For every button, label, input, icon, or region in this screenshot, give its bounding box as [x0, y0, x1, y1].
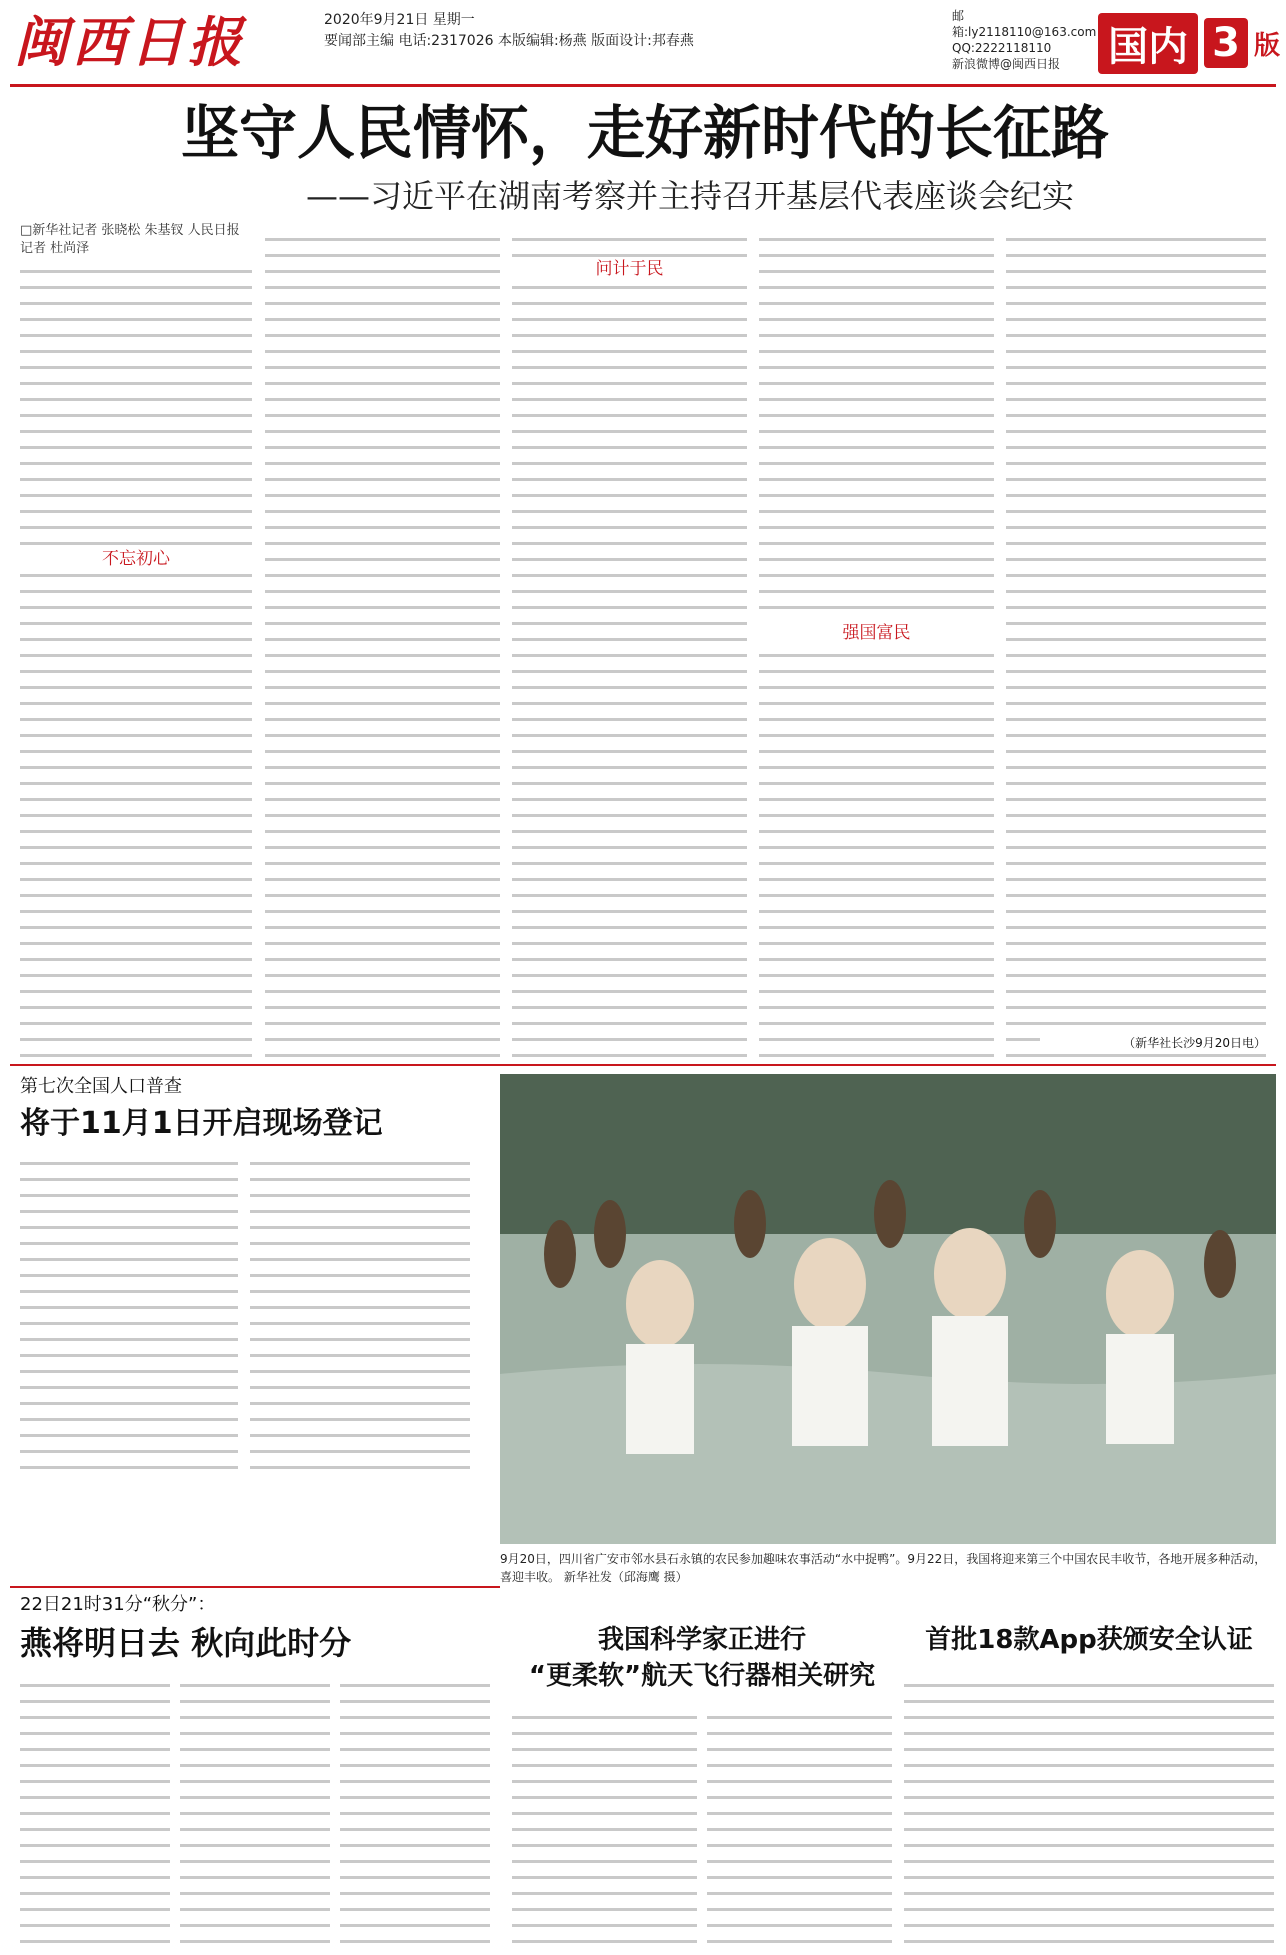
news-photo: [500, 1074, 1276, 1544]
lead-dateline: （新华社长沙9月20日电）: [1040, 1034, 1266, 1051]
editor-line: 要闻部主编 电话:2317026 本版编辑:杨燕 版面设计:邦春燕: [324, 33, 694, 49]
section-name: 国内: [1098, 13, 1198, 74]
newspaper-logo: 闽西日报: [14, 10, 246, 74]
census-column-2: [250, 1154, 470, 1480]
app-headline[interactable]: 首批18款App获颁安全认证: [925, 1625, 1253, 1655]
contact-info: [952, 8, 1097, 72]
masthead-rule: [10, 84, 1276, 87]
lead-headline[interactable]: 坚守人民情怀，走好新时代的长征路: [180, 99, 1109, 167]
census-column-1: [20, 1154, 238, 1480]
lead-column-1: [20, 262, 252, 1058]
science-column-1: [512, 1708, 697, 1946]
photo-caption: 9月20日，四川省广安市邻水县石永镇的农民参加趣味农事活动“水中捉鸭”。9月22日，我国将迎来第三个中国农民丰收节，各地开展多种活动，喜迎丰收。 新华社发（邱海鹰 摄）: [500, 1552, 1267, 1584]
app-column: [904, 1676, 1274, 1946]
lead-subhead-2: 问计于民: [512, 258, 747, 280]
science-column-2: [707, 1708, 892, 1946]
lead-column-4: [759, 230, 994, 1058]
season-column-2: [180, 1676, 330, 1946]
lead-subhead-3: 强国富民: [759, 622, 994, 644]
census-kicker: 第七次全国人口普查: [20, 1076, 182, 1097]
lead-column-5: [1006, 230, 1266, 1058]
masthead-meta: [324, 10, 754, 52]
page-number: 3: [1204, 18, 1248, 68]
page-suffix: 版: [1253, 30, 1280, 61]
lead-column-2: [265, 230, 500, 1058]
contact-email: 邮箱:ly2118110@163.com: [952, 9, 1097, 39]
lead-subheadline: ——习近平在湖南考察并主持召开基层代表座谈会纪实: [305, 177, 1074, 215]
science-headline-line1[interactable]: 我国科学家正进行: [597, 1625, 806, 1655]
lead-byline: □新华社记者 张晓松 朱基钗 人民日报记者 杜尚泽: [20, 223, 240, 256]
census-headline[interactable]: 将于11月1日开启现场登记: [20, 1106, 383, 1141]
lead-column-3: [512, 230, 747, 1058]
season-headline[interactable]: 燕将明日去 秋向此时分: [20, 1624, 352, 1662]
science-headline-line2[interactable]: “更柔软”航天飞行器相关研究: [528, 1661, 876, 1691]
issue-date: 2020年9月21日 星期一: [324, 12, 475, 28]
season-column-1: [20, 1676, 170, 1946]
contact-weibo: 新浪微博@闽西日报: [952, 57, 1061, 71]
season-column-3: [340, 1676, 490, 1946]
lead-subhead-1: 不忘初心: [20, 548, 252, 570]
section-badge: [1090, 14, 1280, 72]
contact-qq: QQ:2222118110: [952, 41, 1052, 55]
lower-rule: [10, 1586, 500, 1588]
season-kicker: 22日21时31分“秋分”：: [20, 1594, 216, 1615]
section-rule: [10, 1064, 1276, 1066]
photo-illustration: [500, 1074, 1276, 1544]
